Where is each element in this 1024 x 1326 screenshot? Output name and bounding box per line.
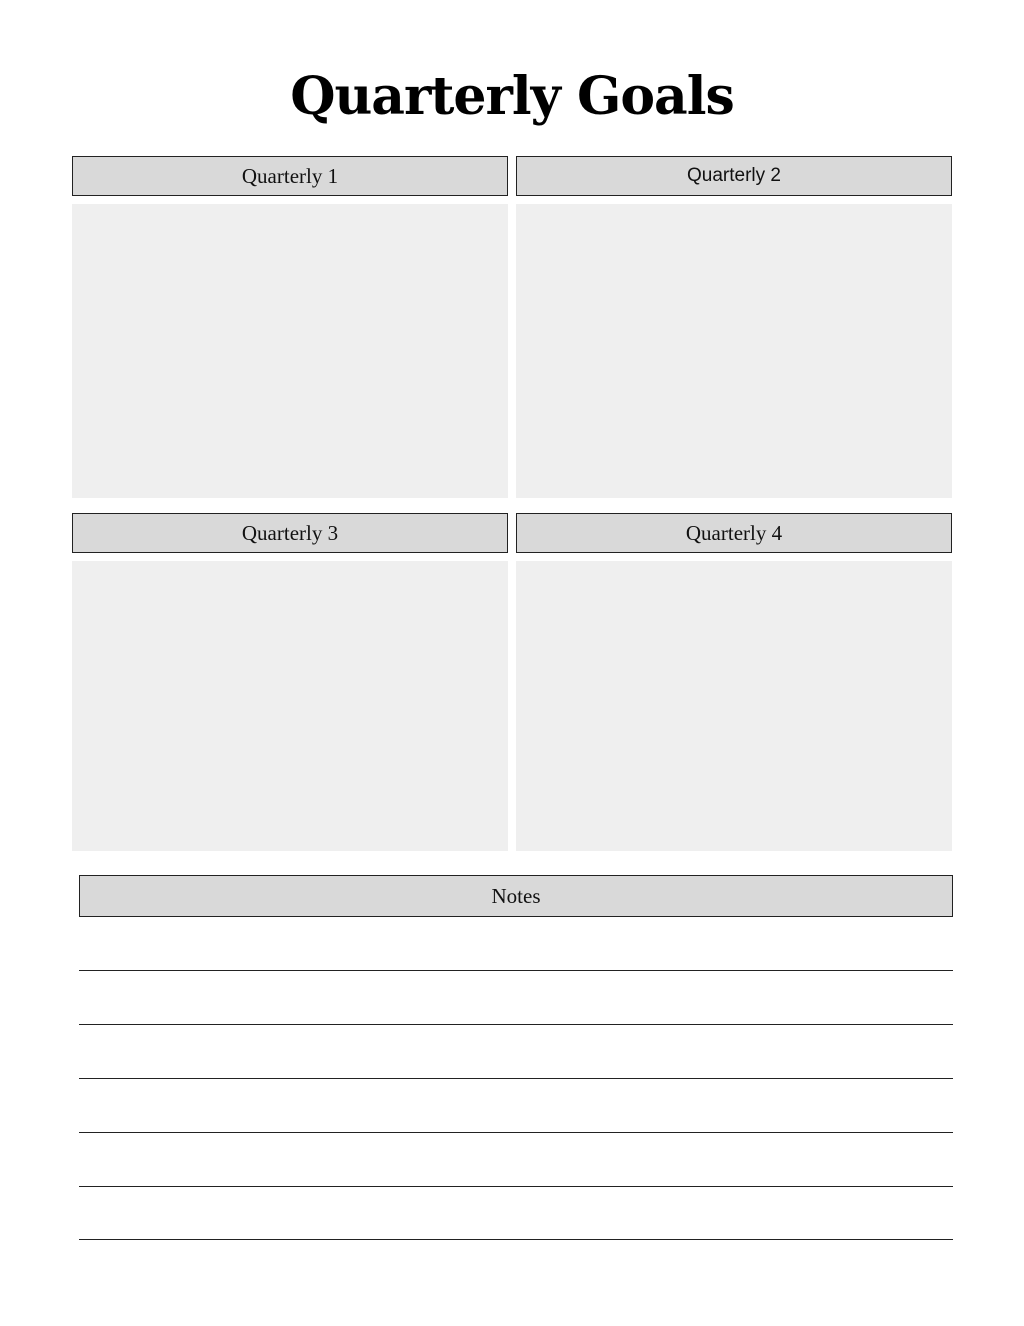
notes-line[interactable] xyxy=(79,1186,953,1187)
quarter-3-area[interactable] xyxy=(72,561,508,851)
quarter-2-area[interactable] xyxy=(516,204,952,498)
notes-header: Notes xyxy=(79,875,953,917)
quarter-1-area[interactable] xyxy=(72,204,508,498)
quarter-3-header: Quarterly 3 xyxy=(72,513,508,553)
quarter-4-header: Quarterly 4 xyxy=(516,513,952,553)
page-title: Quarterly Goals xyxy=(290,66,734,127)
notes-line[interactable] xyxy=(79,1078,953,1079)
quarter-1-header: Quarterly 1 xyxy=(72,156,508,196)
notes-line[interactable] xyxy=(79,1024,953,1025)
notes-line[interactable] xyxy=(79,1132,953,1133)
quarter-4-area[interactable] xyxy=(516,561,952,851)
notes-line[interactable] xyxy=(79,970,953,971)
quarter-2-header: Quarterly 2 xyxy=(516,156,952,196)
notes-line[interactable] xyxy=(79,1239,953,1240)
